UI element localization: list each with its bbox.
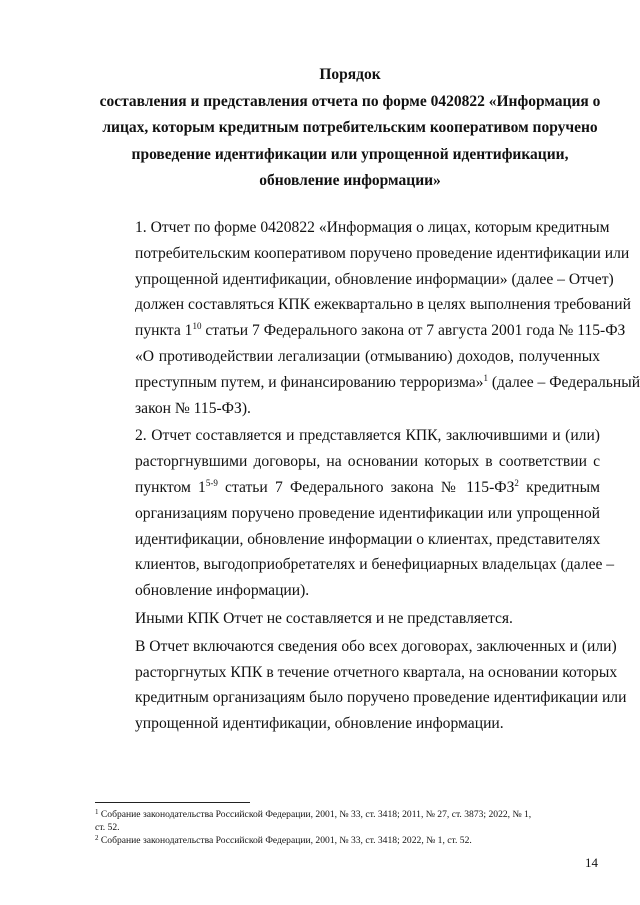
- footnote-divider: [95, 802, 250, 803]
- footnote-ref[interactable]: 1: [483, 372, 488, 383]
- footnote-text: Собрание законодательства Российской Федерации, 2001, № 33, ст. 3418; 2011, № 27, ст. 3873; 2022, № 1,: [98, 809, 532, 820]
- paragraph-line: [95, 318, 626, 344]
- text-run: статьи 7 Федерального закона от 7 августа 2001 года № 115-ФЗ: [201, 322, 626, 340]
- footnote-text: ст. 52.: [95, 822, 120, 833]
- paragraph-line: обновление информации).: [135, 582, 310, 600]
- paragraph-line: кредитным организациям было поручено проведение идентификации или: [135, 689, 627, 707]
- document-title: [60, 62, 640, 195]
- text-run: (далее – Федеральный: [487, 373, 640, 391]
- footnote-ref[interactable]: 2: [514, 477, 519, 488]
- text-run: преступным путем, и финансированию терроризма»: [135, 373, 484, 391]
- paragraph-3: [95, 606, 600, 632]
- superscript: 5-9: [205, 477, 218, 488]
- superscript: 10: [192, 321, 202, 332]
- paragraph-line: клиентов, выгодоприобретателях и бенефициарных владельцах (далее –: [135, 556, 615, 574]
- paragraph-line: идентификации, обновление информации о клиентах, представителях: [135, 530, 601, 548]
- paragraph-1: [95, 215, 640, 421]
- paragraph-line: расторгнутых КПК в течение отчетного квартала, на основании которых: [135, 663, 618, 681]
- footnote-text: Собрание законодательства Российской Федерации, 2001, № 33, ст. 3418; 2022, № 1, ст. 52.: [98, 835, 472, 846]
- paragraph-line: упрощенной идентификации, обновление информации.: [135, 715, 504, 733]
- paragraph-line: Иными КПК Отчет не составляется и не представляется.: [135, 609, 513, 627]
- paragraph-line: упрощенной идентификации, обновление информации» (далее – Отчет): [135, 270, 614, 288]
- document-body: [95, 215, 640, 737]
- paragraph-line: 2. Отчет составляется и представляется КПК, заключившими и (или): [135, 427, 600, 445]
- paragraph-line: 1. Отчет по форме 0420822 «Информация о лицах, которым кредитным: [135, 219, 610, 236]
- footnote-mark: 1: [95, 808, 99, 816]
- title-line: Порядок: [319, 66, 381, 83]
- footnotes: [95, 808, 600, 847]
- text-run: пункта 1: [135, 322, 193, 340]
- text-run: пунктом 1: [135, 478, 206, 496]
- paragraph-line: [95, 475, 600, 501]
- paragraph-line: организациям поручено проведение идентификации или упрощенной: [135, 504, 600, 522]
- footnote-2: [95, 834, 600, 847]
- paragraph-line: должен составляться КПК ежеквартально в целях выполнения требований: [135, 296, 631, 314]
- paragraph-line: закон № 115-ФЗ).: [135, 399, 251, 417]
- paragraph-line: В Отчет включаются сведения обо всех договорах, заключенных и (или): [135, 637, 617, 655]
- paragraph-4: [95, 634, 627, 737]
- title-line: лицах, которым кредитным потребительским кооперативом поручено: [102, 119, 598, 136]
- paragraph-line: потребительским кооперативом поручено проведение идентификации или: [135, 244, 630, 262]
- paragraph-line: расторгнувшими договоры, на основании которых в соответствии с: [135, 453, 600, 471]
- title-line: составления и представления отчета по форме 0420822 «Информация о: [99, 92, 601, 110]
- footnote-mark: 2: [95, 834, 99, 842]
- title-line: обновление информации»: [259, 172, 441, 189]
- page-number: 14: [585, 855, 598, 870]
- text-run: кредитным: [518, 478, 600, 496]
- footnote-1: [95, 808, 600, 834]
- paragraph-line: «О противодействии легализации (отмыванию) доходов, полученных: [135, 347, 600, 365]
- paragraph-line: [95, 370, 640, 396]
- paragraph-2: [95, 423, 615, 604]
- text-run: статьи 7 Федерального закона № 115-ФЗ: [217, 478, 515, 496]
- title-line: проведение идентификации или упрощенной идентификации,: [131, 145, 569, 163]
